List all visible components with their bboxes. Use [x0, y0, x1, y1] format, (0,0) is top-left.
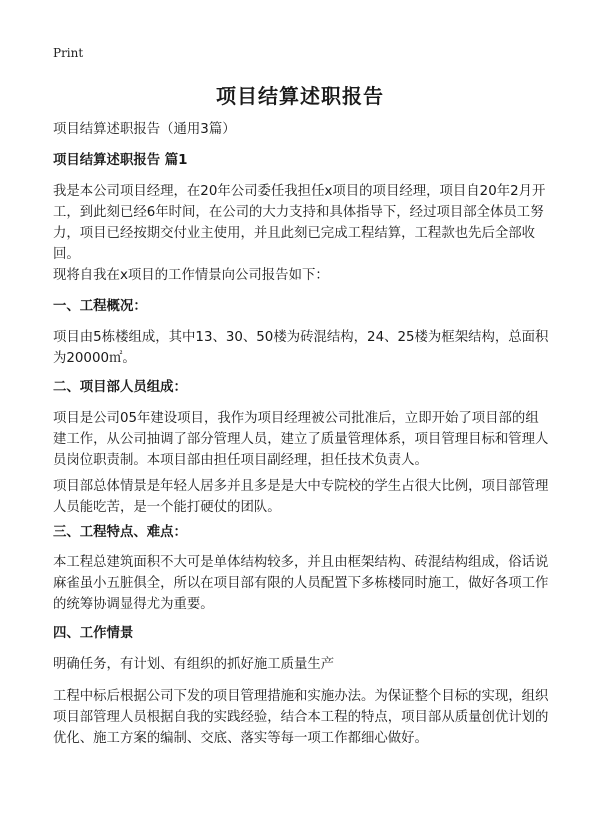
paragraph-report-lead: 现将自我在x项目的工作情景向公司报告如下：	[53, 268, 329, 283]
heading-project-overview: 一、工程概况：	[53, 299, 147, 314]
document-subtitle: 项目结算述职报告（通用3篇）	[53, 122, 236, 137]
heading-features-difficulties: 三、工程特点、难点：	[53, 525, 187, 540]
page-title: 项目结算述职报告	[216, 84, 384, 108]
paragraph-intro: 我是本公司项目经理，在20年公司委任我担任x项目的项目经理，项目自20年2月开工，到此刻已经6年时间，在公司的大力支持和具体指导下，经过项目部全体员工努力，项目已经按期交付业主使用，并且此刻已完成工程结算，工程款也先后全部收回。	[53, 184, 546, 262]
heading-work-situation: 四、工作情景	[53, 626, 134, 641]
paragraph-team-profile: 项目部总体情景是年轻人居多并且多是是大中专院校的学生占很大比例，项目部管理人员能吃苦，是一个能打硬仗的团队。	[53, 479, 549, 515]
paragraph-staff-composition: 项目是公司05年建设项目，我作为项目经理被公司批准后，立即开始了项目部的组建工作，从公司抽调了部分管理人员，建立了质量管理体系，项目管理目标和管理人员岗位职责制。本项目部由担任项目副经理，担任技术负责人。	[53, 411, 549, 468]
section-heading: 项目结算述职报告 篇1	[53, 153, 188, 168]
paragraph-features-difficulties: 本工程总建筑面积不大可是单体结构较多，并且由框架结构、砖混结构组成，俗话说麻雀虽小五脏俱全，所以在项目部有限的人员配置下多栋楼同时施工，做好各项工作的统筹协调显得尤为重要。	[53, 555, 549, 612]
print-label: Print	[53, 46, 84, 60]
paragraph-management-measures: 工程中标后根据公司下发的项目管理措施和实施办法。为保证整个目标的实现，组织项目部管理人员根据自我的实践经验，结合本工程的特点，项目部从质量创优计划的优化、施工方案的编制、交底、落实等每一项工作都细心做好。	[53, 689, 549, 746]
heading-staff-composition: 二、项目部人员组成：	[53, 380, 187, 395]
paragraph-project-overview: 项目由5栋楼组成，其中13、30、50楼为砖混结构，24、25楼为框架结构，总面积为20000㎡。	[53, 330, 549, 366]
paragraph-task-statement: 明确任务，有计划、有组织的抓好施工质量生产	[53, 657, 335, 672]
